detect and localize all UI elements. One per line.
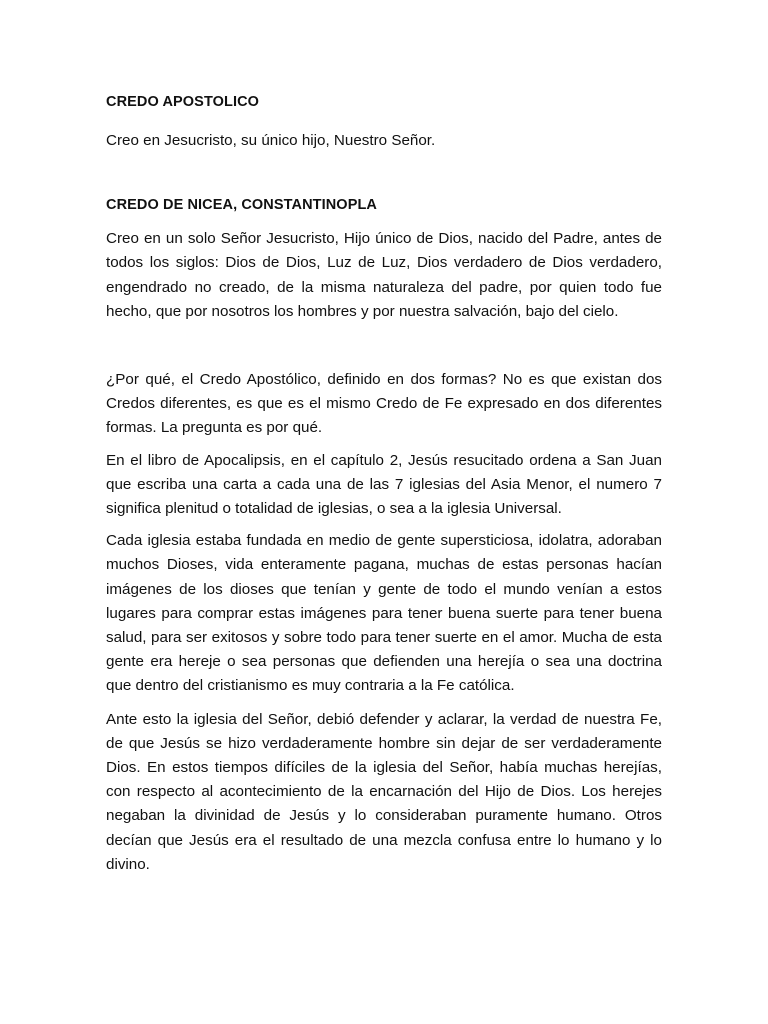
paragraph-question: ¿Por qué, el Credo Apostólico, definido en dos formas? No es que existan dos Credos diferentes, es que es el mismo Credo de Fe expresado en dos diferentes formas. La pregunta es por qué. [106, 371, 662, 437]
document-body [106, 92, 662, 877]
paragraph-credo-apostolico: Creo en Jesucristo, su único hijo, Nuestro Señor. [106, 132, 436, 149]
heading-credo-nicea: CREDO DE NICEA, CONSTANTINOPLA [106, 197, 377, 214]
paragraph-credo-nicea: Creo en un solo Señor Jesucristo, Hijo único de Dios, nacido del Padre, antes de todos los siglos: Dios de Dios, Luz de Luz, Dios verdadero de Dios verdadero, engendrado no creado, de la misma naturaleza del padre, por quien todo fue hecho, que por nosotros los hombres y por nuestra salvación, bajo del cielo. [106, 230, 662, 320]
paragraph-herejias: Ante esto la iglesia del Señor, debió defender y aclarar, la verdad de nuestra Fe, de que Jesús se hizo verdaderamente hombre sin dejar de ser verdaderamente Dios. En estos tiempos difíciles de la iglesia del Señor, había muchas herejías, con respecto al acontecimiento de la encarnación del Hijo de Dios. Los herejes negaban la divinidad de Jesús y lo consideraban puramente humano. Otros decían que Jesús era el resultado de una mezcla confusa entre lo humano y lo divino. [106, 710, 662, 873]
paragraph-apocalipsis: En el libro de Apocalipsis, en el capítulo 2, Jesús resucitado ordena a San Juan que escriba una carta a cada una de las 7 iglesias del Asia Menor, el numero 7 significa plenitud o totalidad de iglesias, o sea a la iglesia Universal. [106, 451, 662, 518]
heading-credo-apostolico: CREDO APOSTOLICO [106, 94, 260, 110]
paragraph-iglesias: Cada iglesia estaba fundada en medio de gente supersticiosa, idolatra, adoraban muchos Dioses, vida enteramente pagana, muchas de estas personas hacían imágenes de los dioses que tenían y gente de todo el mundo venían a estos lugares para comprar estas imágenes para tener buena suerte para tener buena salud, para ser exitosos y sobre todo para tener suerte en el amor. Mucha de esta gente era hereje o sea personas que defienden una herejía o sea una doctrina que dentro del cristianismo es muy contraria a la Fe católica. [106, 532, 662, 695]
